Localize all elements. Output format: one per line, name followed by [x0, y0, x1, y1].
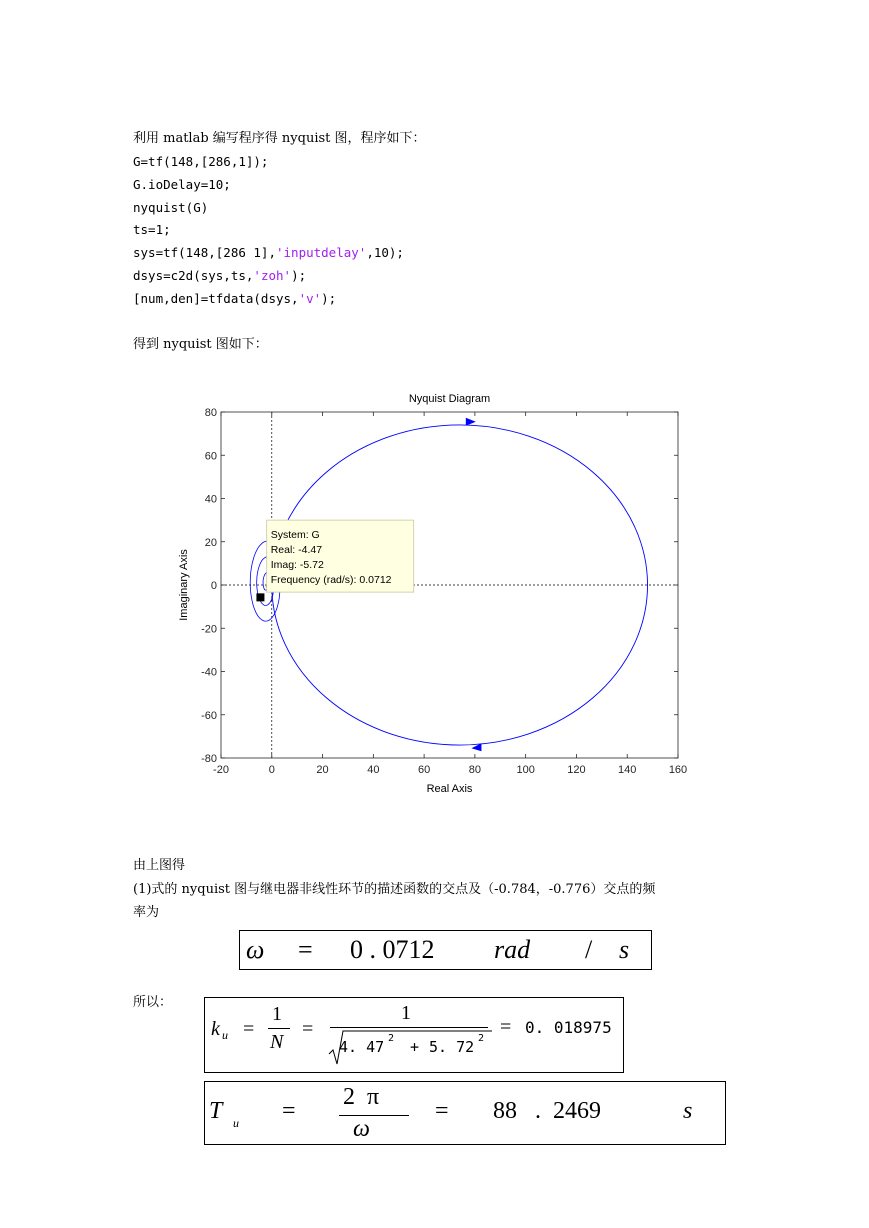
- x-tick-label: 100: [516, 764, 535, 776]
- omega-value: 0 . 0712: [350, 935, 435, 964]
- datatip-line: Real: -4.47: [270, 544, 323, 557]
- y-tick-label: -40: [201, 666, 217, 679]
- ku-symbol: k: [211, 1018, 220, 1040]
- equals-sign: =: [298, 935, 313, 964]
- fraction-bar: [339, 1115, 409, 1116]
- plus-sign: +: [410, 1038, 420, 1056]
- tu-symbol: T: [209, 1098, 223, 1124]
- y-tick-label: 60: [204, 450, 217, 463]
- conclusion-line: (1)式的 nyquist 图与继电器非线性环节的描述函数的交点及（-0.784，-0.776）交点的频: [133, 882, 656, 897]
- datatip-marker: [256, 593, 264, 601]
- datatip-line: Frequency (rad/s): 0.0712: [270, 574, 392, 587]
- equals-sign: =: [500, 1016, 512, 1038]
- equals-sign: =: [302, 1018, 314, 1040]
- code-line: nyquist(G): [133, 200, 209, 215]
- tu-value: 88 . 2469: [493, 1098, 601, 1124]
- y-tick-label: -20: [201, 623, 217, 636]
- equals-sign: =: [243, 1018, 255, 1040]
- y-tick-label: 0: [210, 580, 217, 592]
- exponent: 2: [478, 1033, 485, 1044]
- datatip-line: System: G: [270, 529, 320, 542]
- slash: /: [585, 935, 593, 964]
- datatip-line: Imag: -5.72: [270, 559, 324, 572]
- fraction-numerator: 1: [272, 1003, 282, 1025]
- equals-sign: =: [435, 1098, 449, 1124]
- unit-s: s: [619, 935, 630, 964]
- unit-rad: rad: [494, 935, 531, 964]
- radicand-b: 5. 72: [429, 1038, 475, 1056]
- y-tick-label: -60: [201, 709, 217, 722]
- nyquist-chart: [170, 385, 700, 805]
- x-tick-label: 0: [268, 764, 275, 776]
- code-string: 'zoh': [253, 268, 292, 283]
- code-line: G.ioDelay=10;: [133, 177, 231, 192]
- equals-sign: =: [282, 1098, 296, 1124]
- tu-subscript: u: [233, 1116, 239, 1130]
- conclusion-line: 由上图得: [133, 858, 186, 873]
- intro-text: 利用 matlab 编写程序得 nyquist 图，程序如下：: [133, 131, 426, 146]
- y-tick-label: 40: [204, 493, 217, 506]
- tu-equation: [204, 1081, 726, 1145]
- fraction-numerator: 1: [401, 1002, 411, 1024]
- code-line: [num,den]=tfdata(dsys,'v');: [133, 291, 337, 306]
- conclusion-line: 率为: [133, 905, 160, 920]
- exponent: 2: [388, 1033, 395, 1044]
- fraction-denominator: ω: [353, 1116, 370, 1142]
- ku-subscript: u: [222, 1028, 228, 1042]
- omega-equation: [239, 930, 652, 970]
- ku-value: 0. 018975: [525, 1018, 612, 1037]
- radicand-a: 4. 47: [339, 1038, 385, 1056]
- code-line: G=tf(148,[286,1]);: [133, 154, 269, 169]
- y-tick-label: 80: [204, 407, 217, 419]
- fraction-denominator: N: [270, 1031, 284, 1053]
- x-tick-label: 20: [316, 764, 329, 776]
- x-tick-label: 40: [367, 764, 380, 776]
- x-tick-label: 120: [567, 764, 586, 776]
- code-string: 'inputdelay': [276, 245, 367, 260]
- fraction-numerator: 2 π: [343, 1084, 380, 1110]
- x-tick-label: 160: [668, 764, 688, 776]
- y-axis-label: Imaginary Axis: [178, 549, 190, 621]
- x-tick-label: -20: [213, 764, 229, 776]
- omega-symbol: ω: [246, 935, 265, 964]
- therefore-label: 所以：: [133, 995, 173, 1010]
- x-tick-label: 140: [618, 764, 637, 776]
- chart-title: Nyquist Diagram: [408, 393, 491, 405]
- y-tick-label: 20: [204, 536, 217, 549]
- ku-equation: [204, 997, 624, 1073]
- figure-caption: 得到 nyquist 图如下：: [133, 337, 268, 352]
- code-string: 'v': [298, 291, 322, 306]
- x-tick-label: 80: [468, 764, 482, 776]
- unit-s: s: [683, 1098, 693, 1124]
- code-line: dsys=c2d(sys,ts,'zoh');: [133, 268, 307, 283]
- code-line: sys=tf(148,[286 1],'inputdelay',10);: [133, 245, 404, 260]
- x-axis-label: Real Axis: [426, 783, 473, 795]
- y-tick-label: -80: [201, 753, 217, 765]
- code-line: ts=1;: [133, 222, 171, 237]
- fraction-bar: [268, 1028, 290, 1029]
- x-tick-label: 60: [417, 764, 431, 776]
